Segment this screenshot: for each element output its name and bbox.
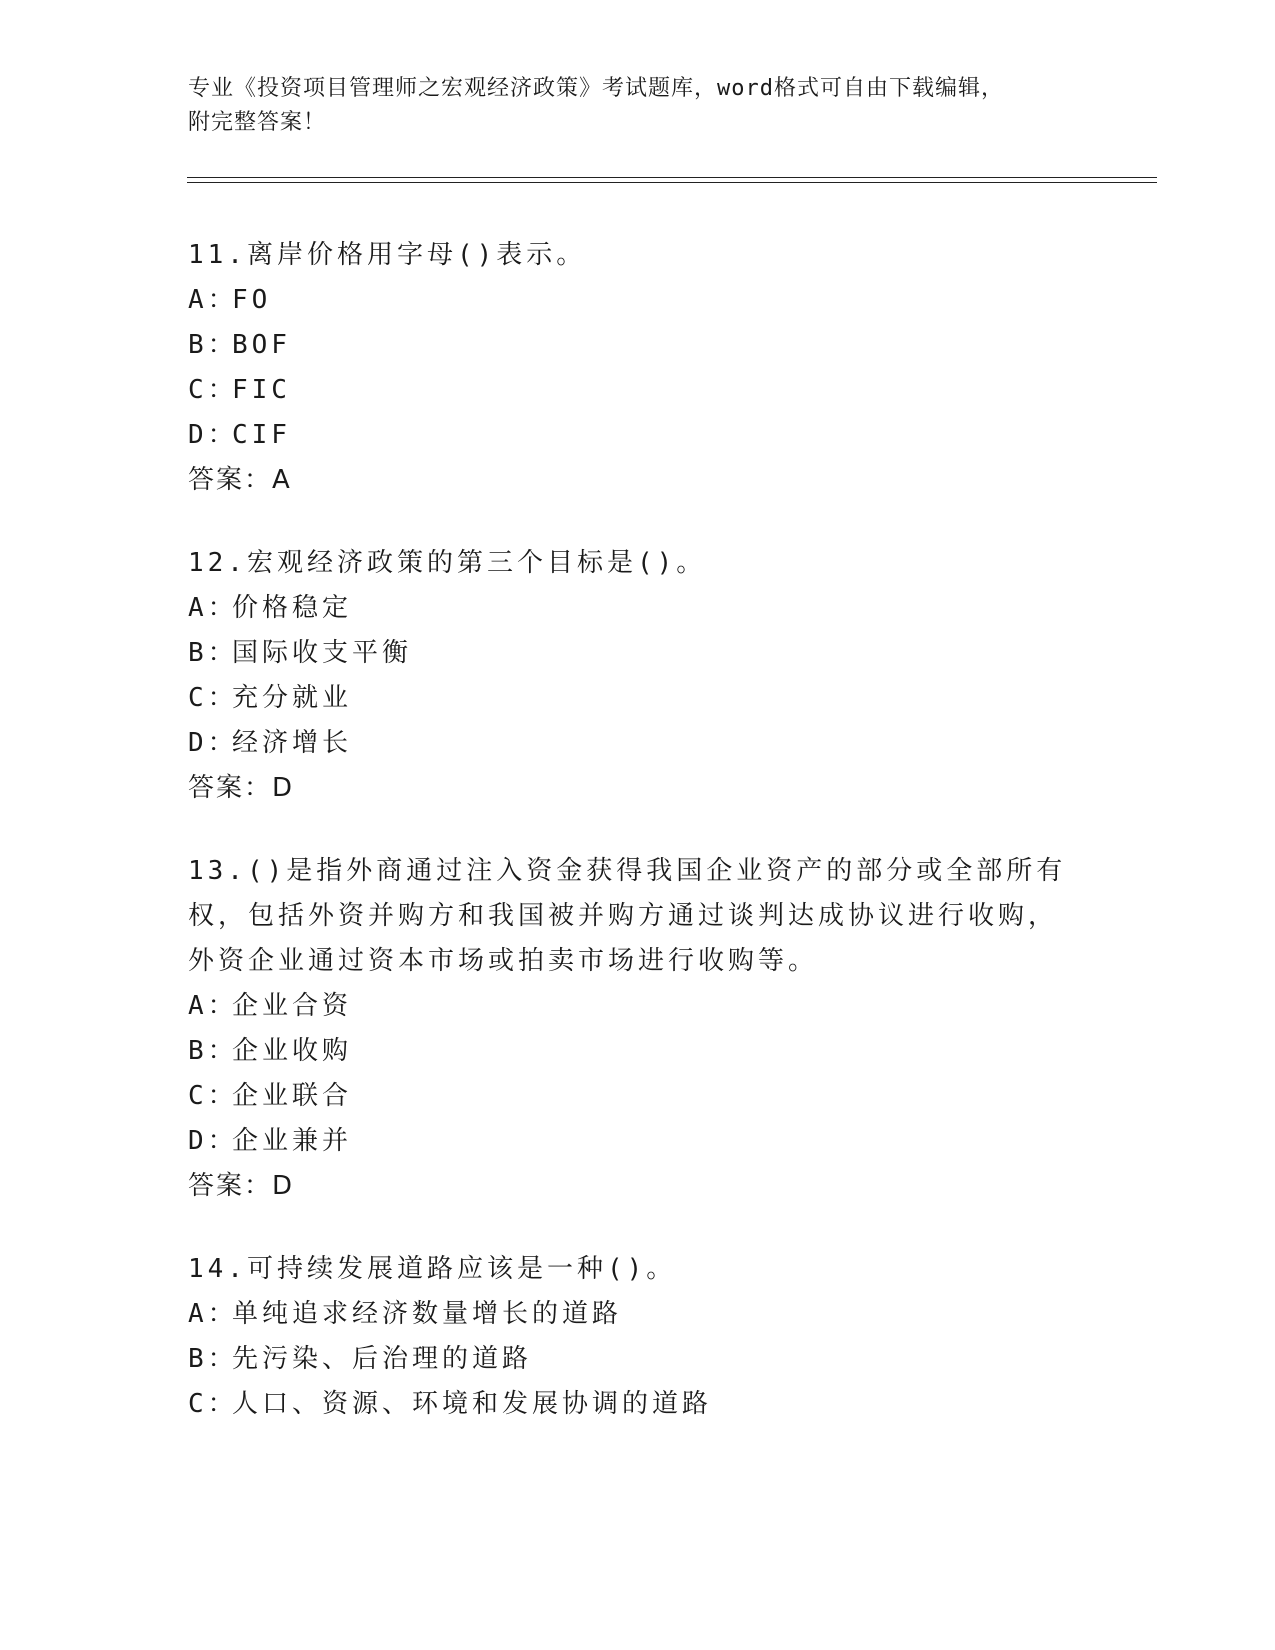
option-b: [188, 323, 1068, 368]
question-stem: 13.()是指外商通过注入资金获得我国企业资产的部分或全部所有权，包括外资并购方和我国被并购方通过谈判达成协议进行收购，外资企业通过资本市场或拍卖市场进行收购等。: [188, 856, 1067, 976]
answer-line: 答案：A: [188, 465, 292, 495]
option-key: B：: [188, 330, 238, 360]
option-key: D：: [188, 728, 238, 758]
option-b: [188, 631, 1068, 676]
option-key: D：: [188, 420, 238, 450]
header-line-1: 专业《投资项目管理师之宏观经济政策》考试题库，word格式可自由下载编辑，: [188, 76, 1004, 101]
option-text: FIC: [232, 375, 291, 405]
option-text: 企业收购: [232, 1036, 353, 1066]
option-text: CIF: [232, 420, 291, 450]
option-text: 企业合资: [232, 991, 353, 1021]
document-header: [188, 72, 1088, 140]
option-text: 经济增长: [232, 728, 353, 758]
option-a: [188, 984, 1068, 1029]
option-key: C：: [188, 683, 238, 713]
option-text: 人口、资源、环境和发展协调的道路: [232, 1389, 713, 1419]
option-c: [188, 368, 1068, 413]
header-divider-top: [187, 177, 1157, 178]
option-key: B：: [188, 1344, 238, 1374]
question-stem: 12.宏观经济政策的第三个目标是()。: [188, 548, 707, 578]
option-key: C：: [188, 1081, 238, 1111]
option-text: 企业联合: [232, 1081, 353, 1111]
option-text: 国际收支平衡: [232, 638, 413, 668]
option-d: [188, 721, 1068, 766]
header-line-2: 附完整答案！: [188, 110, 327, 135]
option-d: [188, 1119, 1068, 1164]
question-11: [188, 233, 1068, 503]
option-key: B：: [188, 1036, 238, 1066]
option-text: BOF: [232, 330, 291, 360]
question-stem: 14.可持续发展道路应该是一种()。: [188, 1254, 677, 1284]
option-text: 单纯追求经济数量增长的道路: [232, 1299, 623, 1329]
option-key: A：: [188, 1299, 238, 1329]
option-text: 企业兼并: [232, 1126, 353, 1156]
question-14: [188, 1247, 1068, 1427]
option-key: C：: [188, 1389, 238, 1419]
option-text: 先污染、后治理的道路: [232, 1344, 533, 1374]
option-key: A：: [188, 593, 238, 623]
option-b: [188, 1337, 1068, 1382]
option-b: [188, 1029, 1068, 1074]
option-d: [188, 413, 1068, 458]
answer-line: 答案：D: [188, 1171, 295, 1201]
option-c: [188, 1382, 1068, 1427]
option-c: [188, 1074, 1068, 1119]
question-13: [188, 849, 1068, 1209]
question-stem: 11.离岸价格用字母()表示。: [188, 240, 587, 270]
option-text: 充分就业: [232, 683, 353, 713]
question-12: [188, 541, 1068, 811]
option-a: [188, 586, 1068, 631]
option-a: [188, 1292, 1068, 1337]
option-text: FO: [232, 285, 272, 315]
header-divider-bottom: [187, 182, 1157, 183]
answer-line: 答案：D: [188, 773, 295, 803]
option-key: C：: [188, 375, 238, 405]
option-key: D：: [188, 1126, 238, 1156]
option-key: B：: [188, 638, 238, 668]
option-c: [188, 676, 1068, 721]
option-text: 价格稳定: [232, 593, 353, 623]
option-key: A：: [188, 285, 238, 315]
option-a: [188, 278, 1068, 323]
option-key: A：: [188, 991, 238, 1021]
question-list: [188, 233, 1068, 1465]
